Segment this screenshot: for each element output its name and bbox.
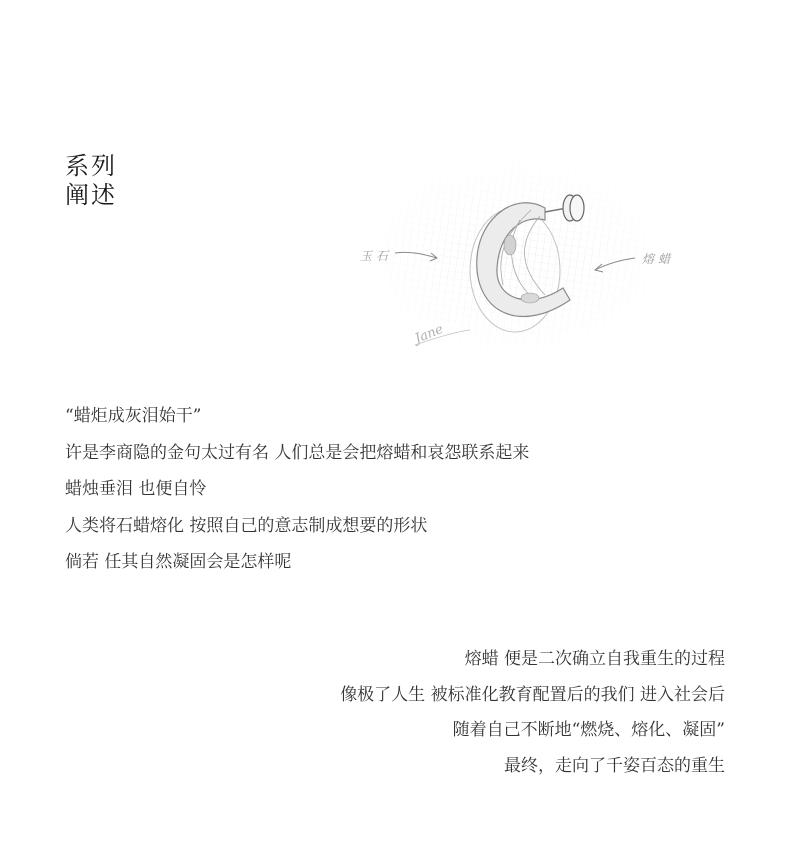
intro-line: 蜡烛垂泪 也便自怜 [65,479,207,499]
earring-sketch-illustration [345,150,685,365]
sketch-label-jade: 玉石 [360,249,393,263]
intro-line: 许是李商隐的金句太过有名 人们总是会把熔蜡和哀怨联系起来 [65,442,530,463]
intro-line: 倘若 任其自然凝固会是怎样呢 [65,552,292,572]
closing-line: 像极了人生 被标准化教育配置后的我们 进入社会后 [340,684,725,705]
section-heading [65,152,117,210]
signature: Jane [412,321,446,347]
heading-line-1: 系列 [65,152,117,180]
intro-line: 人类将石蜡熔化 按照自己的意志制成想要的形状 [65,515,428,536]
closing-paragraph [340,642,725,784]
closing-line: 熔蜡 便是二次确立自我重生的过程 [464,649,725,669]
sketch-label-molten-wax: 熔蜡 [642,252,675,266]
intro-paragraph [65,398,529,581]
intro-line: “蜡炬成灰泪始干” [65,406,202,426]
closing-line: 最终，走向了千姿百态的重生 [504,755,725,776]
heading-line-2: 阐述 [65,181,117,209]
closing-line: 随着自己不断地“燃烧、熔化、凝固” [452,720,725,740]
